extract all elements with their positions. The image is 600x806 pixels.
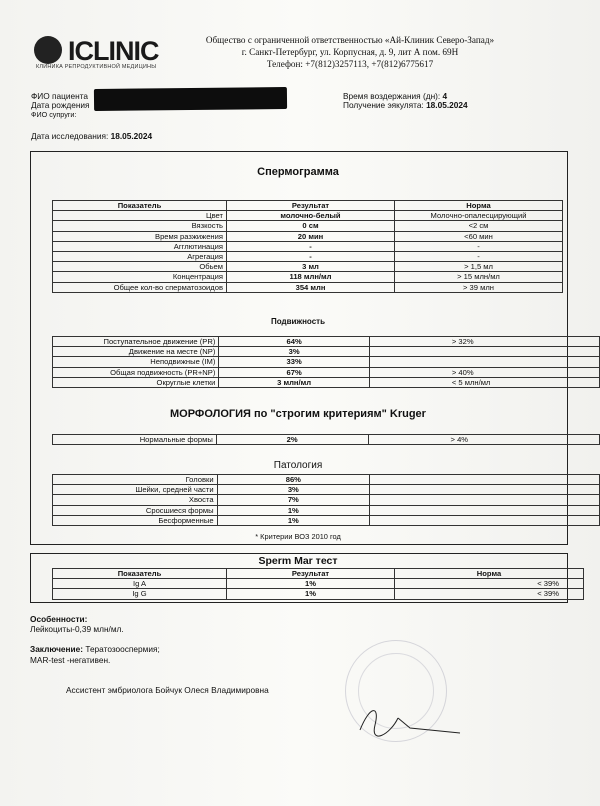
table-row [53,367,600,377]
patient-name-label: ФИО пациента [31,91,89,101]
row-result: 1% [217,515,370,525]
row-norm: < 39% [395,579,584,589]
spouse-label: ФИО супруги: [31,110,77,119]
mar-test-table [52,568,584,600]
row-norm: <2 см [395,221,563,231]
row-result: молочно-белый [227,211,395,221]
table-row [53,515,600,525]
redaction-bar [94,87,287,111]
table-row [53,347,600,357]
table-header-row [53,201,563,211]
clinic-logo [34,34,164,74]
table-row [53,262,563,272]
header-result: Результат [227,201,395,211]
row-norm [369,347,599,357]
table-row [53,505,600,515]
row-norm: > 32% [369,337,599,347]
row-parameter: Общее кол-во сперматозоидов [53,282,227,292]
row-result: 3 млн/мл [219,377,369,387]
org-address: г. Санкт-Петербург, ул. Корпусная, д. 9, лит А пом. 69Н [241,47,459,57]
row-norm [370,485,600,495]
row-parameter: Шейки, средней части [53,485,218,495]
mar-header-result: Результат [227,569,395,579]
table-row [53,337,600,347]
study-date-label: Дата исследования: [31,131,109,141]
row-parameter: Головки [53,475,218,485]
row-norm [370,475,600,485]
table-row [53,272,563,282]
study-date-row [31,131,152,141]
table-row [53,377,600,387]
row-norm: > 39 млн [395,282,563,292]
table-row [53,485,600,495]
table-row [53,241,563,251]
row-result: 0 см [227,221,395,231]
header-norm: Норма [395,201,563,211]
row-norm: - [395,251,563,261]
conclusion-row [30,644,160,654]
org-name: Общество с ограниченной ответственностью «Ай-Клиник Северо-Запад» [205,35,495,45]
row-result: 2% [216,435,368,445]
row-parameter: Агглютинация [53,241,227,251]
table-row [53,589,584,599]
row-result: - [227,251,395,261]
conclusion-value-2: MAR-test -негативен. [30,655,111,665]
morphology-table [52,434,600,445]
row-norm: Молочно-опалесцирующий [395,211,563,221]
row-parameter: Агрегация [53,251,227,261]
row-parameter: Сросшиеся формы [53,505,218,515]
org-phone: Телефон: +7(812)3257113, +7(812)6775617 [266,59,434,69]
row-parameter: Неподвижные (IM) [53,357,219,367]
row-norm: < 5 млн/мл [369,377,599,387]
row-parameter: Бесформенные [53,515,218,525]
row-norm: > 4% [368,435,599,445]
mar-header-row [53,569,584,579]
morphology-title: МОРФОЛОГИЯ по "строгим критериям" Kruger [170,408,426,420]
table-row [53,231,563,241]
receipt-value: 18.05.2024 [426,100,468,110]
spermogram-title: Спермограмма [257,166,339,178]
row-result: 33% [219,357,369,367]
table-row [53,221,563,231]
table-row [53,495,600,505]
row-result: 1% [217,505,370,515]
handwritten-signature [350,700,480,745]
spermogram-table [52,200,563,293]
table-row [53,475,600,485]
row-parameter: Хвоста [53,495,218,505]
row-result: 3% [217,485,370,495]
row-result: 20 мин [227,231,395,241]
row-parameter: Общая подвижность (PR+NP) [53,367,219,377]
table-row [53,211,563,221]
row-result: 67% [219,367,369,377]
receipt-row [343,100,468,110]
row-parameter: Поступательное движение (PR) [53,337,219,347]
criteria-note: * Критерии ВОЗ 2010 год [255,532,341,541]
row-norm: <60 мин [395,231,563,241]
row-parameter: Ig A [53,579,227,589]
features-value: Лейкоциты-0,39 млн/мл. [30,624,124,634]
row-parameter: Концентрация [53,272,227,282]
table-row [53,435,600,445]
organization-header [185,34,515,70]
conclusion-value: Тератозооспермия; [85,644,160,654]
birth-date-label: Дата рождения [31,100,90,110]
row-norm [370,515,600,525]
row-norm: < 39% [395,589,584,599]
receipt-label: Получение эякулята: [343,100,424,110]
row-parameter: Обьем [53,262,227,272]
study-date-value: 18.05.2024 [110,131,153,141]
row-norm: > 1,5 мл [395,262,563,272]
logo-emblem-icon [34,36,62,64]
row-result: 1% [227,579,395,589]
row-parameter: Нормальные формы [53,435,217,445]
mar-header-norm: Норма [395,569,584,579]
row-parameter: Ig G [53,589,227,599]
row-parameter: Вязкость [53,221,227,231]
row-norm: > 15 млн/мл [395,272,563,282]
table-row [53,282,563,292]
pathology-title: Патология [273,460,323,471]
row-result: 3% [219,347,369,357]
row-result: 1% [227,589,395,599]
conclusion-label: Заключение: [30,644,84,654]
row-result: 86% [217,475,370,485]
row-result: 64% [219,337,369,347]
logo-text: ICLINIC [68,36,159,66]
row-result: 7% [217,495,370,505]
row-parameter: Цвет [53,211,227,221]
table-row [53,251,563,261]
abstinence-label: Время воздержания (дн): [343,91,441,101]
mar-header-parameter: Показатель [53,569,227,579]
motility-title: Подвижность [270,317,325,326]
row-parameter: Округлые клетки [53,377,219,387]
abstinence-value: 4 [442,91,448,101]
row-parameter: Движение на месте (NP) [53,347,219,357]
motility-table [52,336,600,388]
row-norm: - [395,241,563,251]
row-norm: > 40% [369,367,599,377]
header-parameter: Показатель [53,201,227,211]
row-result: 118 млн/мл [227,272,395,282]
mar-test-title: Sperm Mar тест [258,555,338,567]
pathology-table [52,474,600,526]
row-result: 3 мл [227,262,395,272]
logo-subtitle: КЛИНИКА РЕПРОДУКТИВНОЙ МЕДИЦИНЫ [36,64,157,70]
features-label: Особенности: [30,614,88,624]
table-row [53,357,600,367]
table-row [53,579,584,589]
row-result: 354 млн [227,282,395,292]
row-norm [370,495,600,505]
row-norm [369,357,599,367]
assistant-signature-line: Ассистент эмбриолога Бойчук Олеся Владимировна [66,685,269,695]
row-norm [370,505,600,515]
row-result: - [227,241,395,251]
row-parameter: Время разжижения [53,231,227,241]
